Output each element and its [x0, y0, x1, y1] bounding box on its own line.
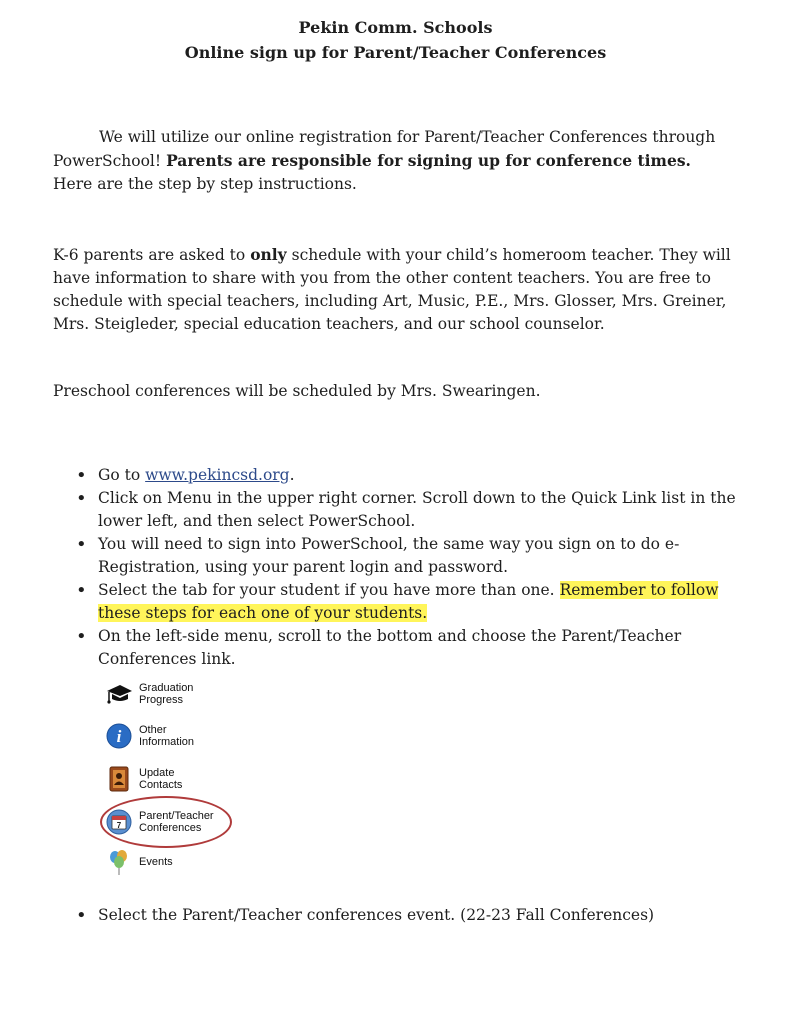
k6-text-before: K-6 parents are asked to: [53, 246, 246, 264]
k6-text-after: schedule with your child’s homeroom teacher. They will have information to share with you from the other content teachers. You are free to schedule with special teachers, including Art, Music, P.E., Mrs. Glosser, Mrs. Greiner, Mrs. Steigleder, special education teachers, and our school counselor.: [53, 246, 731, 333]
steps-list: [76, 464, 736, 671]
step-menu: • Click on Menu in the upper right corner. Scroll down to the Quick Link list in the lower left, and then select PowerSchool.: [76, 487, 736, 533]
step-website: • Go to www.pekincsd.org.: [76, 464, 736, 487]
step-select-event: • Select the Parent/Teacher conferences event. (22-23 Fall Conferences): [76, 904, 736, 927]
school-title: Pekin Comm. Schools: [298, 18, 493, 37]
menu-item-other-information[interactable]: [105, 722, 194, 750]
intro-bold-text: Parents are responsible for signing up for conference times.: [166, 151, 691, 170]
document-title: Online sign up for Parent/Teacher Conferences: [184, 43, 607, 62]
preschool-paragraph: Preschool conferences will be scheduled by Mrs. Swearingen.: [53, 382, 541, 400]
menu-item-label: Events: [139, 856, 173, 868]
k6-paragraph: [53, 243, 753, 336]
final-step-list: [76, 904, 736, 927]
balloons-icon: [105, 848, 133, 876]
calendar-day-text: 7: [116, 821, 122, 830]
contacts-book-icon: [105, 765, 133, 793]
svg-text:i: i: [116, 727, 122, 746]
menu-item-events[interactable]: [105, 848, 173, 876]
intro-text: We will utilize our online registration for Parent/Teacher Conferences through PowerSchool!: [53, 128, 716, 170]
menu-item-label: Graduation Progress: [139, 682, 194, 706]
intro-instructions-text: Here are the step by step instructions.: [53, 175, 357, 193]
k6-bold-only: only: [250, 245, 287, 264]
website-link[interactable]: www.pekincsd.org: [145, 466, 290, 484]
step-left-menu: • On the left-side menu, scroll to the bottom and choose the Parent/Teacher Conferences link.: [76, 625, 736, 671]
menu-item-label: Other Information: [139, 724, 195, 748]
graduation-cap-icon: [105, 680, 133, 708]
menu-item-graduation-progress[interactable]: [105, 680, 193, 708]
step-select-tab: • Select the tab for your student if you have more than one. Remember to follow these steps for each one of your students.: [76, 579, 736, 625]
intro-paragraph: [53, 126, 753, 196]
menu-item-update-contacts[interactable]: [105, 765, 182, 793]
highlight-circle: [100, 796, 232, 848]
menu-item-label: Update Contacts: [139, 767, 183, 791]
step-signin: • You will need to sign into PowerSchool, the same way you sign on to do e-Registration, using your parent login and password.: [76, 533, 736, 579]
highlighted-reminder: Remember to follow these steps for each one of your students.: [98, 581, 719, 622]
menu-item-label: Parent/Teacher Conferences: [139, 810, 214, 834]
info-icon: [105, 722, 133, 750]
